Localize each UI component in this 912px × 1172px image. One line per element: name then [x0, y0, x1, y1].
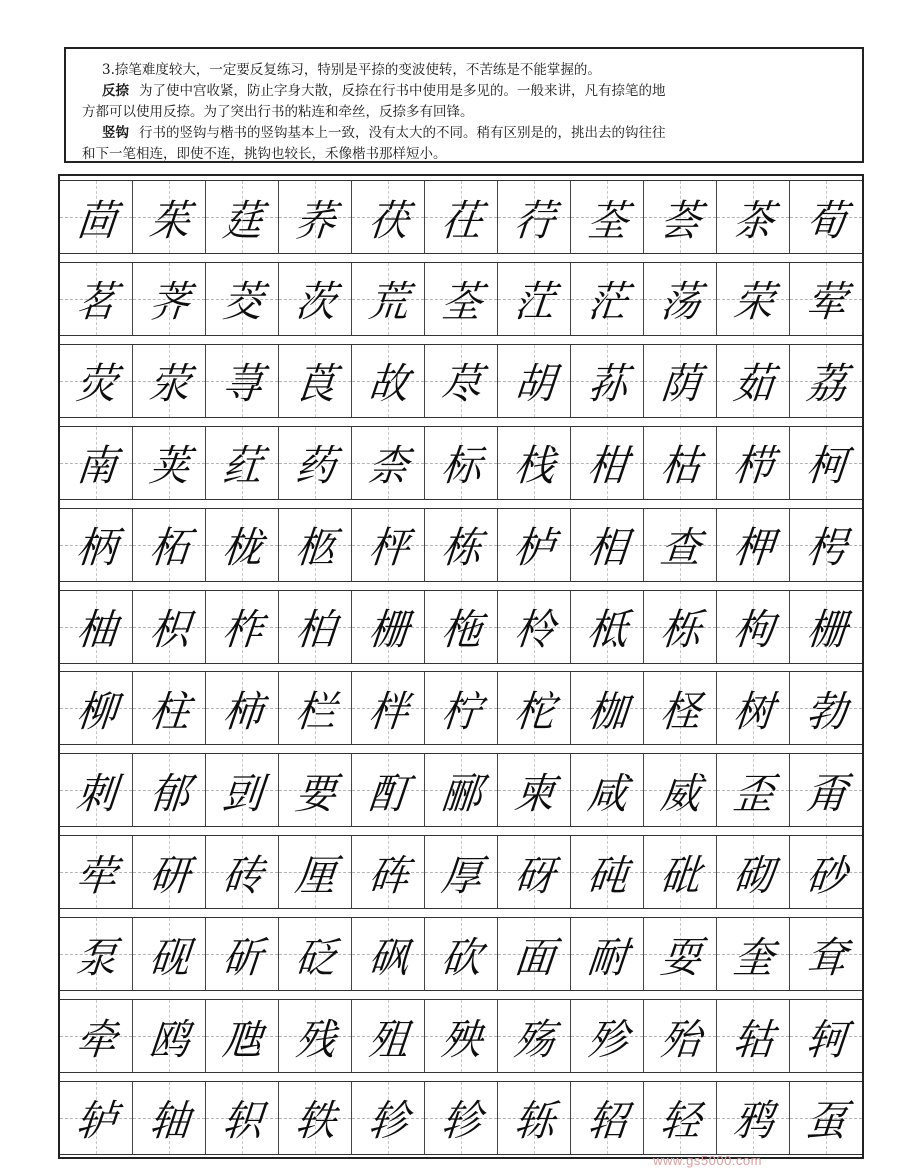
calligraphy-character: 砌 [730, 851, 775, 901]
calligraphy-character: 柑 [584, 442, 629, 491]
calligraphy-character: 砑 [511, 851, 556, 901]
character-cell [60, 263, 132, 335]
character-cell [351, 754, 424, 826]
calligraphy-character: 荭 [219, 442, 264, 491]
calligraphy-character: 虿 [803, 1097, 848, 1146]
calligraphy-character: 荠 [146, 278, 191, 327]
character-cell [132, 345, 205, 417]
calligraphy-character: 殇 [511, 1015, 556, 1064]
calligraphy-character: 研 [146, 851, 191, 901]
character-cell [716, 509, 789, 581]
calligraphy-character: 柘 [146, 524, 191, 573]
calligraphy-character: 茹 [730, 360, 775, 409]
calligraphy-character: 荞 [292, 196, 337, 245]
character-cell [60, 181, 132, 253]
character-cell [716, 181, 789, 253]
grid-row [60, 1081, 862, 1155]
calligraphy-character: 砭 [292, 933, 337, 982]
calligraphy-character: 要 [292, 769, 337, 819]
calligraphy-character: 茨 [292, 278, 337, 327]
character-cell [132, 263, 205, 335]
calligraphy-character: 南 [73, 442, 118, 491]
character-cell [497, 672, 570, 744]
calligraphy-character: 胡 [511, 360, 556, 409]
calligraphy-character: 砜 [365, 933, 410, 982]
calligraphy-character: 砒 [657, 851, 702, 901]
character-cell [60, 754, 132, 826]
character-cell [424, 754, 497, 826]
grid-row [60, 590, 862, 664]
character-cell [789, 1082, 862, 1154]
calligraphy-character: 荨 [219, 360, 264, 409]
fan-heading: 反捺 [102, 83, 129, 99]
character-cell [570, 1082, 643, 1154]
calligraphy-character: 药 [292, 442, 337, 491]
character-cell [424, 427, 497, 499]
character-cell [278, 918, 351, 990]
character-cell [205, 1000, 278, 1072]
calligraphy-character: 轶 [292, 1097, 337, 1146]
calligraphy-character: 树 [730, 687, 775, 737]
character-cell [570, 181, 643, 253]
character-cell [278, 1000, 351, 1072]
calligraphy-character: 柙 [730, 524, 775, 573]
calligraphy-character: 轲 [803, 1015, 848, 1064]
character-cell [424, 836, 497, 908]
calligraphy-character: 郦 [438, 769, 483, 819]
shu-heading: 竖钩 [102, 125, 129, 141]
calligraphy-character: 残 [292, 1015, 337, 1064]
character-cell [789, 918, 862, 990]
calligraphy-character: 柠 [438, 687, 483, 737]
calligraphy-character: 茫 [584, 278, 629, 327]
calligraphy-character: 枰 [365, 524, 410, 573]
character-cell [497, 427, 570, 499]
character-cell [716, 345, 789, 417]
character-cell [497, 1000, 570, 1072]
character-cell [132, 1082, 205, 1154]
calligraphy-character: 茗 [73, 278, 118, 327]
character-cell [424, 1082, 497, 1154]
character-cell [278, 754, 351, 826]
character-cell [424, 345, 497, 417]
calligraphy-character: 砘 [584, 851, 629, 901]
calligraphy-character: 柏 [292, 606, 337, 655]
character-cell [716, 427, 789, 499]
grid-row [60, 671, 862, 745]
character-cell [716, 754, 789, 826]
calligraphy-character: 郁 [146, 769, 191, 819]
character-cell [570, 1000, 643, 1072]
character-cell [278, 672, 351, 744]
character-cell [570, 918, 643, 990]
character-cell [205, 181, 278, 253]
character-cell [424, 591, 497, 663]
character-cell [132, 427, 205, 499]
calligraphy-character: 柬 [511, 769, 556, 819]
calligraphy-character: 荒 [365, 278, 410, 327]
character-cell [351, 836, 424, 908]
calligraphy-character: 轹 [511, 1097, 556, 1146]
calligraphy-character: 勃 [803, 687, 848, 737]
character-cell [789, 509, 862, 581]
calligraphy-character: 茶 [730, 196, 775, 245]
calligraphy-character: 泵 [73, 933, 118, 982]
grid-row [60, 917, 862, 991]
character-cell [497, 181, 570, 253]
calligraphy-character: 茴 [73, 196, 118, 245]
calligraphy-character: 枸 [730, 606, 775, 655]
calligraphy-character: 鸥 [146, 1015, 191, 1064]
character-cell [132, 672, 205, 744]
character-cell [789, 836, 862, 908]
character-cell [716, 836, 789, 908]
fan-text-2: 方都可以使用反捺。为了突出行书的粘连和牵丝，反捺多有回锋。 [82, 104, 474, 120]
character-cell [789, 672, 862, 744]
character-cell [643, 1082, 716, 1154]
character-cell [716, 263, 789, 335]
calligraphy-character: 茭 [219, 278, 264, 327]
character-cell [60, 836, 132, 908]
character-cell [351, 672, 424, 744]
character-cell [132, 836, 205, 908]
calligraphy-character: 栏 [292, 687, 337, 737]
character-cell [351, 1000, 424, 1072]
character-cell [570, 263, 643, 335]
calligraphy-character: 荥 [146, 360, 191, 409]
character-cell [205, 672, 278, 744]
calligraphy-character: 柂 [438, 606, 483, 655]
calligraphy-character: 甭 [803, 769, 848, 819]
calligraphy-character: 故 [365, 360, 410, 409]
calligraphy-character: 栅 [365, 606, 410, 655]
character-cell [570, 509, 643, 581]
character-cell [643, 1000, 716, 1072]
calligraphy-character: 柯 [803, 442, 848, 491]
character-cell [497, 754, 570, 826]
calligraphy-character: 牵 [73, 1015, 118, 1064]
calligraphy-character: 柞 [219, 606, 264, 655]
calligraphy-character: 栌 [511, 524, 556, 573]
character-cell [205, 345, 278, 417]
calligraphy-character: 厚 [438, 851, 483, 901]
calligraphy-character: 荃 [438, 278, 483, 327]
grid-row [60, 426, 862, 500]
character-cell [789, 181, 862, 253]
calligraphy-character: 栋 [438, 524, 483, 573]
character-cell [789, 591, 862, 663]
character-cell [351, 1082, 424, 1154]
fan-text-1: 为了使中宫收紧，防止字身大散，反捺在行书中使用是多见的。一般来讲，凡有捺笔的地 [139, 83, 666, 99]
calligraphy-character: 荧 [73, 360, 118, 409]
calligraphy-character: 枳 [146, 606, 191, 655]
calligraphy-character: 厘 [292, 851, 337, 901]
calligraphy-character: 耍 [657, 933, 702, 982]
character-cell [643, 918, 716, 990]
calligraphy-character: 殂 [365, 1015, 410, 1064]
character-cell [351, 509, 424, 581]
character-cell [351, 918, 424, 990]
character-cell [278, 1082, 351, 1154]
calligraphy-character: 轸 [365, 1097, 410, 1146]
shu-paragraph [82, 123, 856, 144]
character-cell [497, 591, 570, 663]
calligraphy-character: 荀 [803, 196, 848, 245]
grid-row [60, 508, 862, 582]
calligraphy-character: 威 [657, 769, 702, 819]
character-cell [643, 345, 716, 417]
calligraphy-character: 轸 [438, 1097, 483, 1146]
character-cell [132, 181, 205, 253]
calligraphy-character: 耐 [584, 933, 629, 982]
shu-text-2: 和下一笔相连，即使不连，挑钩也较长，禾像楷书那样短小。 [82, 146, 447, 162]
calligraphy-character: 枯 [657, 442, 702, 491]
character-cell [205, 918, 278, 990]
character-cell [60, 672, 132, 744]
calligraphy-character: 荟 [657, 196, 702, 245]
character-cell [570, 754, 643, 826]
character-cell [789, 427, 862, 499]
calligraphy-character: 荪 [584, 360, 629, 409]
calligraphy-character: 荦 [73, 851, 118, 901]
character-cell [60, 427, 132, 499]
character-cell [789, 1000, 862, 1072]
character-cell [570, 836, 643, 908]
calligraphy-character: 殆 [657, 1015, 702, 1064]
grid-row [60, 753, 862, 827]
calligraphy-character: 轴 [146, 1097, 191, 1146]
calligraphy-character: 轻 [657, 1097, 702, 1146]
calligraphy-character: 茳 [511, 278, 556, 327]
calligraphy-character: 砗 [365, 851, 410, 901]
character-cell [351, 591, 424, 663]
intro-line-1: 3.捺笔难度较大，一定要反复练习，特别是平捺的变波使转，不苦练是不能掌握的。 [102, 62, 601, 78]
character-cell [205, 1082, 278, 1154]
character-cell [424, 509, 497, 581]
character-cell [643, 509, 716, 581]
character-cell [424, 263, 497, 335]
character-cell [205, 836, 278, 908]
calligraphy-character: 砚 [146, 933, 191, 982]
calligraphy-character: 栉 [730, 442, 775, 491]
character-cell [643, 263, 716, 335]
character-cell [278, 591, 351, 663]
calligraphy-character: 轵 [219, 1097, 264, 1146]
calligraphy-character: 歪 [730, 769, 775, 819]
calligraphy-character: 相 [584, 524, 629, 573]
character-cell [278, 427, 351, 499]
calligraphy-character: 枵 [803, 524, 848, 573]
character-cell [205, 509, 278, 581]
calligraphy-character: 柚 [73, 606, 118, 655]
character-cell [497, 1082, 570, 1154]
calligraphy-character: 柃 [511, 606, 556, 655]
calligraphy-character: 柰 [365, 442, 410, 491]
character-cell [351, 181, 424, 253]
character-cell [205, 427, 278, 499]
calligraphy-character: 刺 [73, 769, 118, 819]
character-cell [497, 836, 570, 908]
character-cell [570, 672, 643, 744]
character-cell [716, 1000, 789, 1072]
practice-grid [58, 174, 864, 1159]
character-cell [643, 181, 716, 253]
calligraphy-character: 殃 [438, 1015, 483, 1064]
character-cell [278, 836, 351, 908]
calligraphy-character: 柿 [219, 687, 264, 737]
character-cell [497, 509, 570, 581]
calligraphy-character: 面 [511, 933, 556, 982]
calligraphy-character: 柱 [146, 687, 191, 737]
calligraphy-character: 剅 [219, 769, 264, 819]
character-cell [60, 1082, 132, 1154]
character-cell [60, 1000, 132, 1072]
character-cell [716, 591, 789, 663]
character-cell [789, 345, 862, 417]
calligraphy-character: 耷 [803, 933, 848, 982]
calligraphy-character: 殄 [584, 1015, 629, 1064]
character-cell [643, 754, 716, 826]
calligraphy-character: 茯 [365, 196, 410, 245]
calligraphy-character: 茌 [438, 196, 483, 245]
calligraphy-character: 栊 [219, 524, 264, 573]
character-cell [643, 836, 716, 908]
calligraphy-character: 砍 [438, 933, 483, 982]
grid-row [60, 262, 862, 336]
calligraphy-character: 荣 [730, 278, 775, 327]
grid-row [60, 344, 862, 418]
character-cell [643, 672, 716, 744]
calligraphy-character: 茱 [146, 196, 191, 245]
calligraphy-character: 柳 [73, 687, 118, 737]
character-cell [351, 263, 424, 335]
calligraphy-character: 轺 [584, 1097, 629, 1146]
character-cell [60, 918, 132, 990]
character-cell [497, 263, 570, 335]
character-cell [60, 591, 132, 663]
character-cell [643, 591, 716, 663]
character-cell [132, 591, 205, 663]
grid-row [60, 835, 862, 909]
character-cell [789, 754, 862, 826]
character-cell [351, 345, 424, 417]
character-cell [716, 1082, 789, 1154]
calligraphy-character: 柈 [365, 687, 410, 737]
calligraphy-character: 荚 [146, 442, 191, 491]
character-cell [132, 754, 205, 826]
calligraphy-character: 荫 [657, 360, 702, 409]
shu-text-1: 行书的竖钩与楷书的竖钩基本上一致，没有太大的不同。稍有区别是的，挑出去的钩往往 [139, 125, 666, 141]
character-cell [132, 509, 205, 581]
calligraphy-character: 砂 [803, 851, 848, 901]
character-cell [424, 918, 497, 990]
calligraphy-character: 咸 [584, 769, 629, 819]
calligraphy-character: 酊 [365, 769, 410, 819]
character-cell [424, 181, 497, 253]
calligraphy-character: 柁 [511, 687, 556, 737]
character-cell [132, 918, 205, 990]
calligraphy-character: 轳 [73, 1097, 118, 1146]
calligraphy-character: 荔 [803, 360, 848, 409]
character-cell [278, 345, 351, 417]
instruction-box [64, 47, 864, 163]
fan-paragraph [82, 81, 856, 102]
calligraphy-character: 荇 [511, 196, 556, 245]
calligraphy-character: 荃 [584, 196, 629, 245]
character-cell [497, 345, 570, 417]
character-cell [278, 181, 351, 253]
character-cell [278, 263, 351, 335]
calligraphy-character: 轱 [730, 1015, 775, 1064]
character-cell [789, 263, 862, 335]
character-cell [497, 918, 570, 990]
character-cell [205, 263, 278, 335]
character-cell [60, 345, 132, 417]
site-watermark: www.gs5000.com [653, 1153, 762, 1168]
calligraphy-character: 荡 [657, 278, 702, 327]
calligraphy-character: 砖 [219, 851, 264, 901]
character-cell [716, 918, 789, 990]
calligraphy-character: 栎 [657, 606, 702, 655]
character-cell [570, 591, 643, 663]
calligraphy-character: 栈 [511, 442, 556, 491]
calligraphy-character: 查 [657, 524, 702, 573]
calligraphy-character: 虺 [219, 1015, 264, 1064]
calligraphy-character: 荤 [803, 278, 848, 327]
character-cell [570, 345, 643, 417]
character-cell [205, 754, 278, 826]
calligraphy-character: 荩 [438, 360, 483, 409]
character-cell [205, 591, 278, 663]
calligraphy-character: 柢 [584, 606, 629, 655]
grid-row [60, 999, 862, 1073]
calligraphy-character: 莛 [219, 196, 264, 245]
calligraphy-character: 斫 [219, 933, 264, 982]
calligraphy-character: 奎 [730, 933, 775, 982]
calligraphy-character: 鸦 [730, 1097, 775, 1146]
character-cell [351, 427, 424, 499]
calligraphy-character: 栅 [803, 606, 848, 655]
character-cell [132, 1000, 205, 1072]
character-cell [570, 427, 643, 499]
character-cell [278, 509, 351, 581]
character-cell [424, 672, 497, 744]
character-cell [60, 509, 132, 581]
character-cell [643, 427, 716, 499]
calligraphy-character: 柄 [73, 524, 118, 573]
calligraphy-character: 枷 [584, 687, 629, 737]
character-cell [716, 672, 789, 744]
calligraphy-character: 柩 [292, 524, 337, 573]
grid-row [60, 180, 862, 254]
character-cell [424, 1000, 497, 1072]
calligraphy-character: 莨 [292, 360, 337, 409]
calligraphy-character: 标 [438, 442, 483, 491]
calligraphy-character: 柽 [657, 687, 702, 737]
